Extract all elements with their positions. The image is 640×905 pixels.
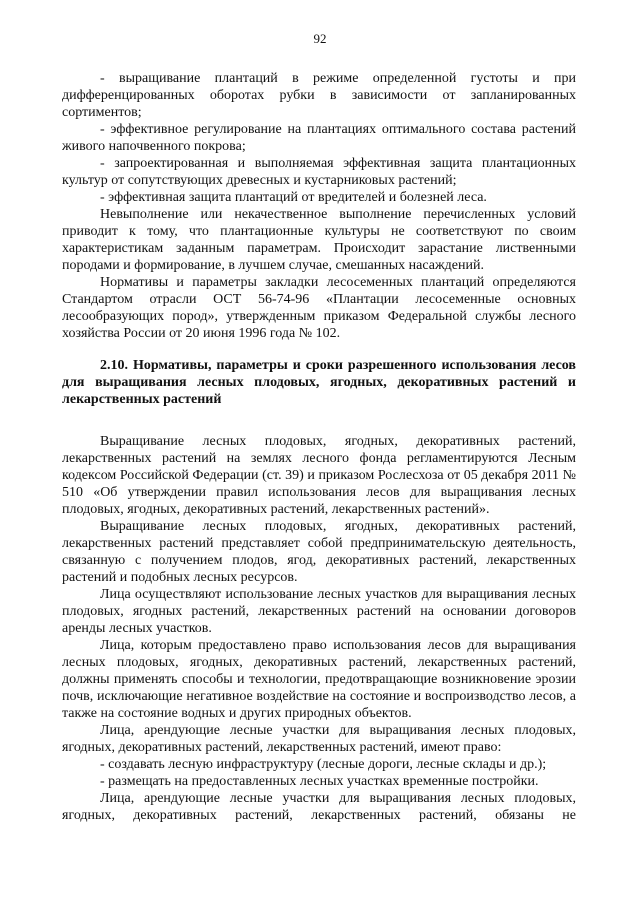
paragraph-nonfulfillment: Невыполнение или некачественное выполнение перечисленных условий приводит к тому, что плантационные культуры не соответствуют по своим характеристикам заданным параметрам. Происходит зарастание лиственными породами и формирование, в лучшем случае, смешанных насаждений. <box>62 207 576 273</box>
section-heading: 2.10. Нормативы, параметры и сроки разрешенного использования лесов для выращивания лесных плодовых, ягодных, декоративных растений и лекарственных растений <box>62 358 576 407</box>
paragraph: Лица, арендующие лесные участки для выращивания лесных плодовых, ягодных, декоративных растений, лекарственных растений, обязаны не <box>62 791 576 823</box>
list-item: - запроектированная и выполняемая эффективная защита плантационных культур от сопутствующих древесных и кустарниковых растений; <box>62 156 576 188</box>
list-item: - эффективная защита плантаций от вредителей и болезней леса. <box>100 190 487 205</box>
paragraph: Выращивание лесных плодовых, ягодных, декоративных растений, лекарственных растений представляет собой предпринимательскую деятельность, связанную с получением плодов, ягод, декоративных растений, лекарственных растений и подобных лесных ресурсов. <box>62 519 576 585</box>
list-item: - выращивание плантаций в режиме определенной густоты и при дифференцированных оборотах рубки в зависимости от запланированных сортиментов; <box>62 71 576 120</box>
list-item: - размещать на предоставленных лесных участках временные постройки. <box>100 774 539 789</box>
section-body <box>62 433 576 824</box>
list-item: - эффективное регулирование на плантациях оптимального состава растений живого напочвенного покрова; <box>62 122 576 154</box>
paragraph: Выращивание лесных плодовых, ягодных, декоративных растений, лекарственных растений на землях лесного фонда регламентируются Лесным кодексом Российской Федерации (ст. 39) и приказом Рослесхоза от 05 декабря 2011 № 510 «Об утверждении правил использования лесов для выращивания лесных плодовых, ягодных, декоративных растений, лекарственных растений». <box>62 434 576 517</box>
paragraph-norms: Нормативы и параметры закладки лесосеменных плантаций определяются Стандартом отрасли ОСТ 56-74-96 «Плантации лесосеменные основных лесообразующих пород», утвержденным приказом Федеральной службы лесного хозяйства России от 20 июня 1996 года № 102. <box>62 275 576 341</box>
page-number: 92 <box>313 31 327 46</box>
top-section <box>62 70 576 342</box>
list-item: - создавать лесную инфраструктуру (лесные дороги, лесные склады и др.); <box>100 757 547 772</box>
section-heading-block <box>62 357 576 408</box>
paragraph: Лица, которым предоставлено право использования лесов для выращивания лесных плодовых, ягодных, декоративных растений, лекарственных растений, должны применять способы и технологии, предотвращающие возникновение эрозии почв, исключающие негативное воздействие на состояние и воспроизводство лесов, а также на состояние водных и других природных объектов. <box>62 638 576 721</box>
paragraph: Лица осуществляют использование лесных участков для выращивания лесных плодовых, ягодных растений, лекарственных растений на основании договоров аренды лесных участков. <box>62 587 576 636</box>
paragraph: Лица, арендующие лесные участки для выращивания лесных плодовых, ягодных, декоративных растений, лекарственных растений, имеют право: <box>62 723 576 755</box>
